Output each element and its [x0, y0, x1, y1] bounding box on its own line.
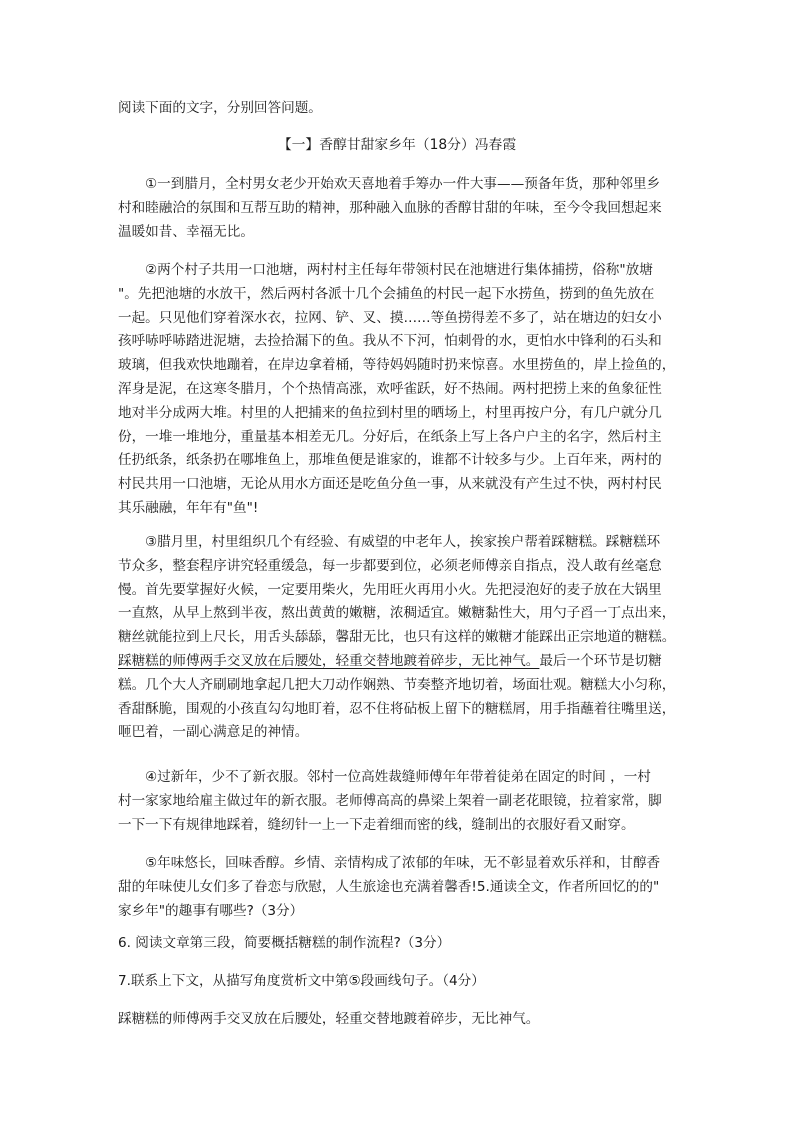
paragraph-line: ⑤年味悠长，回味香醇。乡情、亲情构成了浓郁的年味，无不彰显着欢乐祥和，甘醇香: [145, 855, 661, 871]
paragraph-line: "。先把池塘的水放干，然后两村各派十几个会捕鱼的村民一起下水捞鱼，捞到的鱼先放在: [118, 285, 655, 302]
paragraph-line: ③腊月里，村里组织几个有经验、有威望的中老年人，挨家挨户帮着踩糖糕。踩糖糕环: [145, 534, 661, 550]
intro-instruction: 阅读下面的文字，分别回答问题。: [118, 100, 322, 116]
passage-title: 【一】香醇甘甜家乡年（18分）冯春霞: [277, 137, 517, 153]
paragraph-line: 糕。几个大人齐刷刷地拿起几把大刀动作娴熟、节奏整齐地切着，场面壮观。糖糕大小匀称，: [118, 676, 676, 693]
paragraph-2: [118, 259, 678, 521]
paragraph-line: ②两个村子共用一口池塘，两村村主任每年带领村民在池塘进行集体捕捞，俗称"放塘: [145, 262, 653, 278]
paragraph-line: 村民共用一口池塘，无论从用水方面还是吃鱼分鱼一事，从来就没有产生过不快，两村村民: [118, 476, 662, 493]
paragraph-line: 一起。只见他们穿着深水衣，拉网、铲、叉、摸……等鱼捞得差不多了，站在塘边的妇女小: [118, 309, 662, 326]
underlined-sentence: 踩糖糕的师傅两手交叉放在后腰处，轻重交替地踱着碎步，无比神气。: [118, 652, 540, 669]
paragraph-3: [118, 531, 678, 745]
paragraph-fragment: 最后一个环节是切糖: [539, 652, 662, 669]
paragraph-line: 家乡年"的趣事有哪些?（3分）: [118, 902, 304, 919]
paragraph-line: 份，一堆一堆地分，重量基本相差无几。分好后，在纸条上写上各户户主的名字，然后村主: [118, 428, 662, 445]
question-7: 7.联系上下文，从描写角度赏析文中第⑤段画线句子。（4分）: [118, 973, 485, 989]
question-7-quote: 踩糖糕的师傅两手交叉放在后腰处，轻重交替地踱着碎步，无比神气。: [118, 1011, 540, 1027]
paragraph-line: 其乐融融，年年有"鱼"!: [118, 499, 259, 516]
paragraph-line: 地对半分成两大堆。村里的人把捕来的鱼拉到村里的晒场上，村里再按户分，有几户就分几: [118, 404, 662, 421]
paragraph-line: 甜的年味使儿女们多了眷恋与欣慰，人生旅途也充满着馨香!5.通读全文，作者所回忆的的": [118, 878, 660, 895]
paragraph-line: 一直熬，从早上熬到半夜，熬出黄黄的嫩糖，浓稠适宜。嫩糖黏性大，用勺子舀一丁点出来，: [118, 605, 676, 622]
paragraph-line: 慢。首先要掌握好火候，一定要用柴火，先用旺火再用小火。先把浸泡好的麦子放在大锅里: [118, 581, 662, 598]
paragraph-line: 香甜酥脆，围观的小孩直勾勾地盯着，忍不住将砧板上留下的糖糕屑，用手指蘸着往嘴里送，: [118, 700, 676, 717]
paragraph-line: ④过新年，少不了新衣服。邻村一位高姓裁缝师傅年年带着徒弟在固定的时间 ，一村: [145, 769, 651, 785]
paragraph-line: 玻璃，但我欢快地蹦着，在岸边拿着桶，等待妈妈随时扔来惊喜。水里捞鱼的，岸上捡鱼的，: [118, 357, 676, 374]
paragraph-line: 村和睦融洽的氛围和互帮互助的精神，那种融入血脉的香醇甘甜的年味，至今令我回想起来: [118, 199, 662, 216]
paragraph-line-with-underline: [118, 650, 678, 674]
paragraph-1: [118, 173, 678, 244]
paragraph-line: ①一到腊月，全村男女老少开始欢天喜地着手筹办一件大事——预备年货，那种邻里乡: [145, 176, 661, 192]
paragraph-5: [118, 852, 678, 923]
paragraph-line: 节众多，整套程序讲究轻重缓急，每一步都要到位，必须老师傅亲自指点，没人敢有丝毫怠: [118, 557, 662, 574]
paragraph-line: 孩呼哧呼哧踏进泥塘，去捡拾漏下的鱼。我从不下河，怕刺骨的水，更怕水中锋利的石头和: [118, 333, 662, 350]
paragraph-line: 咂巴着，一副心满意足的神情。: [118, 724, 309, 741]
paragraph-line: 村一家家地给雇主做过年的新衣服。老师傅高高的鼻梁上架着一副老花眼镜，拉着家常，脚: [118, 792, 662, 809]
paragraph-line: 一下一下有规律地踩着，缝纫针一上一下走着细而密的线，缝制出的衣服好看又耐穿。: [118, 816, 635, 833]
paragraph-4: [118, 766, 678, 837]
paragraph-line: 浑身是泥，在这寒冬腊月，个个热情高涨，欢呼雀跃，好不热闹。两村把捞上来的鱼象征性: [118, 380, 662, 397]
paragraph-line: 温暖如昔、幸福无比。: [118, 223, 254, 240]
question-6: 6. 阅读文章第三段，简要概括糖糕的制作流程?（3分）: [118, 935, 451, 951]
paragraph-line: 糖丝就能拉到上尺长，用舌头舔舔，馨甜无比，也只有这样的嫩糖才能踩出正宗地道的糖糕。: [118, 629, 676, 646]
paragraph-line: 任扔纸条，纸条扔在哪堆鱼上，那堆鱼便是谁家的，谁都不计较多与少。上百年来，两村的: [118, 452, 662, 469]
